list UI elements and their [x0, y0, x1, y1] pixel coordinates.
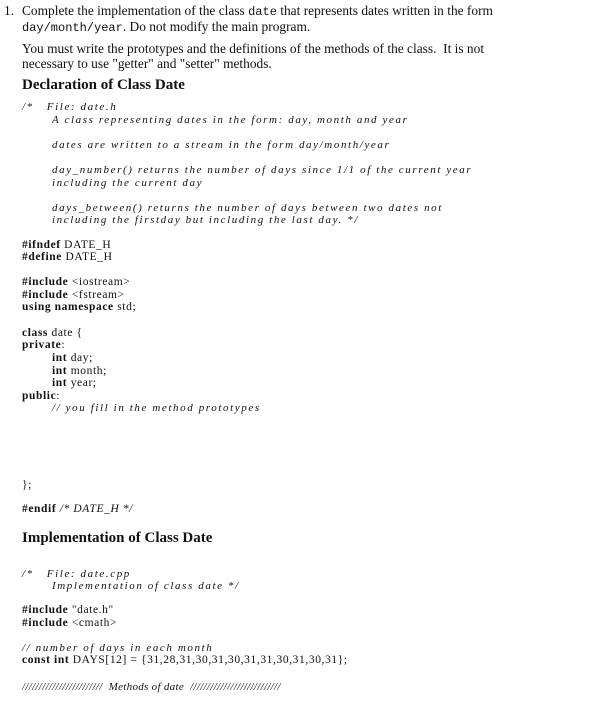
problem-number: 1. [4, 3, 15, 18]
code-line: private: [22, 339, 66, 351]
problem-line-4: necessary to use "getter" and "setter" methods. [22, 56, 272, 71]
problem-text: that represents dates written in the form [276, 3, 493, 18]
header-comment-line: day_number() returns the number of days since 1/1 of the current year [52, 164, 473, 176]
code-line: #include <fstream> [22, 289, 125, 301]
code-line: int year; [52, 377, 97, 389]
impl-comment-line: Implementation of class date */ [52, 580, 240, 592]
declaration-heading: Declaration of Class Date [22, 77, 185, 93]
header-comment-line: days_between() returns the number of days between two dates not [52, 202, 443, 214]
problem-text: Complete the implementation of the class [22, 3, 249, 18]
code-line: const int DAYS[12] = {31,28,31,30,31,30,31,31,30,31,30,31}; [22, 654, 348, 666]
code-line: #ifndef DATE_H [22, 239, 112, 251]
code-line: using namespace std; [22, 301, 137, 313]
class-name-code: date [248, 5, 277, 19]
problem-line-2 [22, 20, 310, 34]
problem-line-1 [22, 4, 493, 18]
days-comment: // number of days in each month [22, 642, 214, 654]
code-line: #endif /* DATE_H */ [22, 503, 133, 515]
code-line: #include "date.h" [22, 604, 114, 616]
code-line: class date { [22, 327, 83, 339]
code-line: public: [22, 390, 61, 402]
code-line: int month; [52, 365, 107, 377]
code-line: }; [22, 479, 32, 491]
code-line: #include <iostream> [22, 276, 131, 288]
code-line: #define DATE_H [22, 251, 113, 263]
methods-separator: //////////////////////// Methods of date /////////////////////////// [22, 681, 281, 693]
header-comment-line: /* File: date.h [22, 101, 118, 113]
impl-comment-line: /* File: date.cpp [22, 568, 131, 580]
problem-line-3: You must write the prototypes and the definitions of the methods of the class. It is not [22, 41, 485, 56]
fill-in-comment: // you fill in the method prototypes [52, 402, 261, 414]
header-comment-line: including the firstday but including the last day. */ [52, 214, 359, 226]
code-line: int day; [52, 352, 93, 364]
problem-text: . Do not modify the main program. [122, 19, 311, 34]
date-format-code: day/month/year [22, 21, 123, 35]
header-comment-line: including the current day [52, 177, 204, 189]
implementation-heading: Implementation of Class Date [22, 530, 213, 546]
code-line: #include <cmath> [22, 617, 118, 629]
header-comment-line: A class representing dates in the form: day, month and year [52, 114, 409, 126]
header-comment-line: dates are written to a stream in the form day/month/year [52, 139, 391, 151]
